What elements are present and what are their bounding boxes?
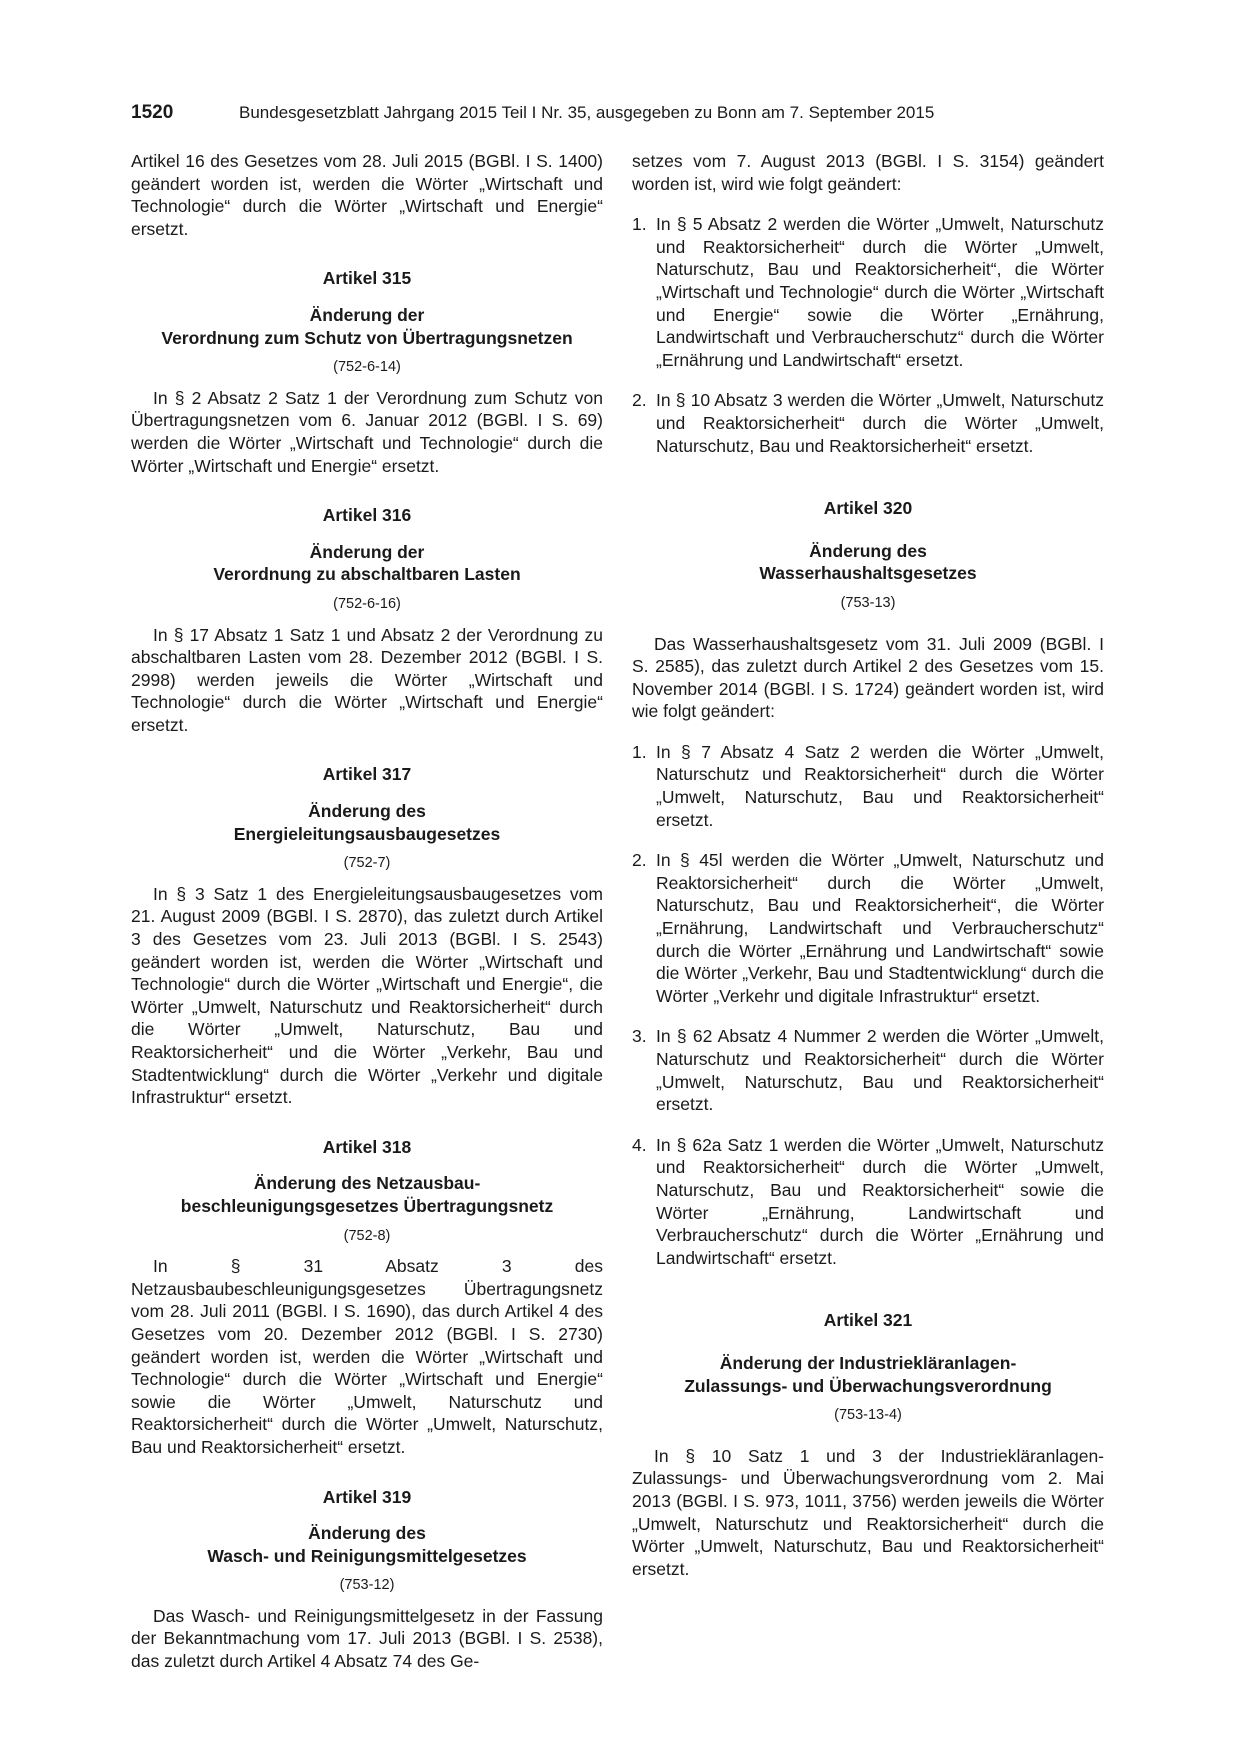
- article-320: [632, 497, 1104, 1269]
- fna-number: (752-6-14): [333, 359, 401, 376]
- list-item: [632, 1025, 1104, 1115]
- article-title-line1: Änderung des: [308, 1523, 426, 1544]
- page-number: 1520: [131, 102, 174, 123]
- fna-number: (753-13): [840, 594, 896, 611]
- list-item: [632, 1134, 1104, 1270]
- article-text: In § 17 Absatz 1 Satz 1 und Absatz 2 der Verordnung zu abschaltbaren Lasten vom 28. Dezember 2012 (BGBl. I S. 2998) werden jeweils die Wörter „Wirtschaft und Technologie“ durch die Wörter „Wirtschaft und Energie“ ersetzt.: [131, 624, 603, 735]
- continued-paragraph: setzes vom 7. August 2013 (BGBl. I S. 3154) geändert worden ist, wird wie folgt geändert:: [632, 151, 1104, 194]
- fna-number: (753-13-4): [834, 1407, 902, 1424]
- item-number: 4.: [632, 1134, 647, 1155]
- list-item: [632, 213, 1104, 371]
- article-title-line1: Änderung der: [309, 304, 425, 325]
- item-text: In § 5 Absatz 2 werden die Wörter „Umwelt, Naturschutz und Reaktorsicherheit“ durch die Wörter „Umwelt, Naturschutz, Bau und Reaktorsicherheit“, die Wörter „Wirtschaft und Technologie“ durch die Wörter „Wirtschaft und Energie“ sowie die Wörter „Ernährung, Landwirtschaft und Verbraucherschutz“ durch die Wörter „Ernährung und Landwirtschaft“ ersetzt.: [656, 214, 1104, 370]
- article-text: In § 2 Absatz 2 Satz 1 der Verordnung zum Schutz von Übertragungsnetzen vom 6. Januar 2012 (BGBl. I S. 69) werden die Wörter „Wirtschaft und Technologie“ durch die Wörter „Wirtschaft und Energie“ ersetzt.: [131, 387, 603, 476]
- article-318: [131, 1136, 603, 1459]
- item-text: In § 7 Absatz 4 Satz 2 werden die Wörter „Umwelt, Naturschutz und Reaktorsicherheit“ durch die Wörter „Umwelt, Naturschutz, Bau und Reaktorsicherheit“ ersetzt.: [656, 741, 1104, 830]
- article-321: [632, 1309, 1104, 1580]
- list-item: [632, 741, 1104, 831]
- article-title-line2: Wasch- und Reinigungsmittelgesetzes: [207, 1545, 527, 1566]
- article-title-line2: beschleunigungsgesetzes Übertragungsnetz: [180, 1195, 554, 1216]
- item-text: In § 62a Satz 1 werden die Wörter „Umwelt, Naturschutz und Reaktorsicherheit“ durch die Wörter „Umwelt, Naturschutz, Bau und Reaktorsicherheit“ sowie die Wörter „Ernährung, Landwirtschaft und Verbraucherschutz“ durch die Wörter „Ernährung und Landwirtschaft“ ersetzt.: [656, 1134, 1104, 1268]
- article-319: [131, 1486, 603, 1673]
- item-text: In § 62 Absatz 4 Nummer 2 werden die Wörter „Umwelt, Naturschutz und Reaktorsicherheit“ durch die Wörter „Umwelt, Naturschutz, Bau und Reaktorsicherheit“ ersetzt.: [656, 1026, 1104, 1115]
- article-heading: Artikel 319: [322, 1486, 412, 1507]
- article-title-line1: Änderung der Industriekläranlagen-: [719, 1352, 1017, 1373]
- article-title-line2: Energieleitungsausbaugesetzes: [233, 823, 501, 844]
- item-text: In § 45l werden die Wörter „Umwelt, Naturschutz und Reaktorsicherheit“ durch die Wörter „Umwelt, Naturschutz, Bau und Reaktorsicherheit“, die Wörter „Ernährung, Landwirtschaft und Verbraucherschutz“ durch die Wörter „Ernährung und Landwirtschaft“ sowie die Wörter „Verkehr, Bau und Stadtentwicklung“ durch die Wörter „Verkehr und digitale Infrastruktur“ ersetzt.: [656, 850, 1104, 1006]
- article-315: [131, 267, 603, 477]
- article-319-list: [632, 213, 1104, 457]
- fna-number: (752-6-16): [333, 595, 401, 612]
- article-title-line2: Wasserhaushaltsgesetzes: [759, 563, 977, 584]
- item-number: 1.: [632, 214, 647, 235]
- article-title-line1: Änderung des: [308, 801, 426, 822]
- article-heading: Artikel 317: [322, 764, 412, 785]
- article-heading: Artikel 321: [823, 1310, 913, 1331]
- article-title-line2: Verordnung zum Schutz von Übertragungsnetzen: [161, 327, 573, 348]
- item-number: 2.: [632, 850, 647, 871]
- fna-number: (752-7): [343, 855, 391, 872]
- article-heading: Artikel 320: [823, 498, 913, 519]
- article-heading: Artikel 318: [322, 1136, 412, 1157]
- item-text: In § 10 Absatz 3 werden die Wörter „Umwelt, Naturschutz und Reaktorsicherheit“ durch die Wörter „Umwelt, Naturschutz, Bau und Reaktorsicherheit“ ersetzt.: [656, 390, 1104, 456]
- article-title-line1: Änderung des Netzausbau-: [253, 1173, 481, 1194]
- article-title-line2: Verordnung zu abschaltbaren Lasten: [213, 564, 521, 585]
- article-text: Das Wasch- und Reinigungsmittelgesetz in der Fassung der Bekanntmachung vom 17. Juli 2013 (BGBl. I S. 2538), das zuletzt durch Artikel 4 Absatz 74 des Ge-: [131, 1605, 603, 1672]
- article-title-line1: Änderung des: [809, 540, 927, 561]
- article-text: Das Wasserhaushaltsgesetz vom 31. Juli 2009 (BGBl. I S. 2585), das zuletzt durch Artikel 2 des Gesetzes vom 15. November 2014 (BGBl. I S. 1724) geändert worden ist, wird wie folgt geändert:: [632, 633, 1104, 722]
- fna-number: (752-8): [343, 1227, 391, 1244]
- page-header: [131, 102, 1011, 124]
- list-item: [632, 389, 1104, 457]
- list-item: [632, 849, 1104, 1007]
- intro-paragraph: Artikel 16 des Gesetzes vom 28. Juli 2015 (BGBl. I S. 1400) geändert worden ist, werden die Wörter „Wirtschaft und Technologie“ durch die Wörter „Wirtschaft und Energie“ ersetzt.: [131, 151, 603, 239]
- article-heading: Artikel 316: [322, 505, 412, 526]
- item-number: 2.: [632, 390, 647, 411]
- running-title: Bundesgesetzblatt Jahrgang 2015 Teil I Nr. 35, ausgegeben zu Bonn am 7. September 2015: [239, 103, 935, 122]
- article-heading: Artikel 315: [322, 268, 412, 289]
- left-column: [131, 150, 603, 1673]
- right-column: [632, 150, 1104, 1580]
- article-title-line1: Änderung der: [309, 541, 425, 562]
- article-text: In § 10 Satz 1 und 3 der Industriekläranlagen-Zulassungs- und Überwachungsverordnung vom 2. Mai 2013 (BGBl. I S. 973, 1011, 3756) werden jeweils die Wörter „Umwelt, Naturschutz und Reaktorsicherheit“ durch die Wörter „Umwelt, Naturschutz, Bau und Reaktorsicherheit“ ersetzt.: [632, 1445, 1104, 1579]
- article-title-line2: Zulassungs- und Überwachungsverordnung: [684, 1375, 1052, 1396]
- article-320-list: [632, 741, 1104, 1269]
- article-317: [131, 763, 603, 1108]
- article-text: In § 3 Satz 1 des Energieleitungsausbaugesetzes vom 21. August 2009 (BGBl. I S. 2870), das zuletzt durch Artikel 3 des Gesetzes vom 23. Juli 2013 (BGBl. I S. 2543) geändert worden ist, werden die Wörter „Wirtschaft und Technologie“ durch die Wörter „Wirtschaft und Energie“, die Wörter „Umwelt, Naturschutz und Reaktorsicherheit“ durch die Wörter „Umwelt, Naturschutz, Bau und Reaktorsicherheit“ und die Wörter „Verkehr, Bau und Stadtentwicklung“ durch die Wörter „Verkehr und digitale Infrastruktur“ ersetzt.: [131, 883, 603, 1108]
- item-number: 3.: [632, 1026, 647, 1047]
- item-number: 1.: [632, 741, 647, 762]
- article-text: In § 31 Absatz 3 des Netzausbaubeschleunigungsgesetzes Übertragungsnetz vom 28. Juli 2011 (BGBl. I S. 1690), das durch Artikel 4 des Gesetzes vom 20. Dezember 2012 (BGBl. I S. 2730) geändert worden ist, werden die Wörter „Wirtschaft und Technologie“ durch die Wörter „Wirtschaft und Energie“ sowie die Wörter „Umwelt, Naturschutz und Reaktorsicherheit“ durch die Wörter „Umwelt, Naturschutz, Bau und Reaktorsicherheit“ ersetzt.: [131, 1256, 603, 1457]
- fna-number: (753-12): [339, 1577, 395, 1594]
- article-316: [131, 504, 603, 736]
